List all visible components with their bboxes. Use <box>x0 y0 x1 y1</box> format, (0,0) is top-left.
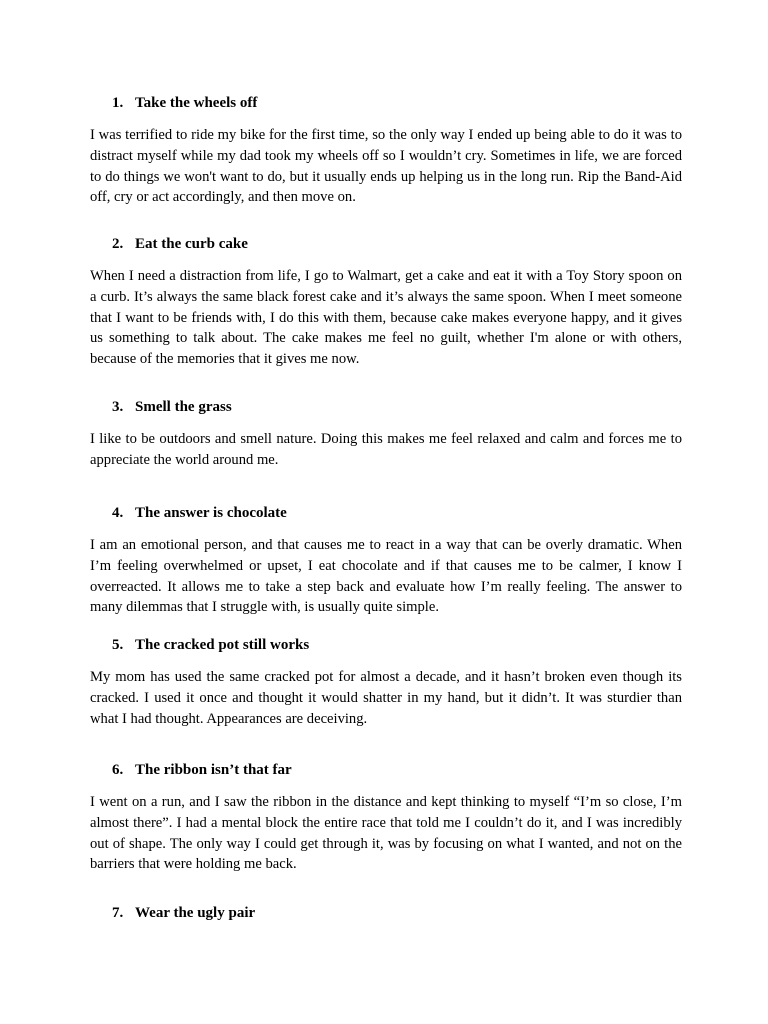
section-1 <box>90 93 682 208</box>
section-number: 6. <box>112 762 124 778</box>
section-heading <box>90 503 682 523</box>
section-5 <box>90 635 682 729</box>
section-number: 5. <box>112 637 124 653</box>
section-heading <box>90 635 682 655</box>
section-number: 4. <box>112 505 124 521</box>
section-body: I went on a run, and I saw the ribbon in the distance and kept thinking to myself “I’m so close, I’m almost there”. I had a mental block the entire race that told me I couldn’t do it, and I was incredibly out of shape. The only way I could get through it, was by focusing on what I wanted, and not on the barriers that were holding me back. <box>90 794 682 873</box>
section-number: 3. <box>112 399 124 415</box>
section-3 <box>90 397 682 471</box>
section-body: I was terrified to ride my bike for the first time, so the only way I ended up being able to do it was to distract myself while my dad took my wheels off so I wouldn’t cry. Sometimes in life, we are forced to do things we won't want to do, but it usually ends up helping us in the long run. Rip the Band-Aid off, cry or act accordingly, and then move on. <box>90 127 682 206</box>
section-6 <box>90 760 682 875</box>
section-number: 2. <box>112 236 124 252</box>
section-heading <box>90 397 682 417</box>
section-4 <box>90 503 682 618</box>
section-title: The cracked pot still works <box>135 637 310 653</box>
section-number: 1. <box>112 95 124 111</box>
section-title: Take the wheels off <box>135 95 258 111</box>
section-body: I am an emotional person, and that causes me to react in a way that can be overly dramatic. When I’m feeling overwhelmed or upset, I eat chocolate and if that causes me to be calmer, I know I overreacted. It allows me to take a step back and evaluate how I’m really feeling. The answer to many dilemmas that I struggle with, is usually quite simple. <box>90 537 682 616</box>
section-number: 7. <box>112 905 124 921</box>
section-2 <box>90 234 682 370</box>
section-body: When I need a distraction from life, I go to Walmart, get a cake and eat it with a Toy Story spoon on a curb. It’s always the same black forest cake and it’s always the same spoon. When I meet someone that I want to be friends with, I do this with them, because cake makes everyone happy, and it gives us something to talk about. The cake makes me feel no guilt, whether I'm alone or with others, because of the memories that it gives me now. <box>90 268 682 368</box>
section-body: My mom has used the same cracked pot for almost a decade, and it hasn’t broken even though its cracked. I used it once and thought it would shatter in my hand, but it didn’t. It was sturdier than what I had thought. Appearances are deceiving. <box>90 669 682 727</box>
section-title: The ribbon isn’t that far <box>135 762 292 778</box>
section-heading <box>90 760 682 780</box>
section-7 <box>90 903 682 923</box>
section-heading <box>90 903 682 923</box>
section-body: I like to be outdoors and smell nature. Doing this makes me feel relaxed and calm and forces me to appreciate the world around me. <box>90 431 682 468</box>
section-heading <box>90 93 682 113</box>
section-title: The answer is chocolate <box>135 505 287 521</box>
section-title: Smell the grass <box>135 399 232 415</box>
section-heading <box>90 234 682 254</box>
section-title: Eat the curb cake <box>135 236 248 252</box>
section-title: Wear the ugly pair <box>135 905 256 921</box>
